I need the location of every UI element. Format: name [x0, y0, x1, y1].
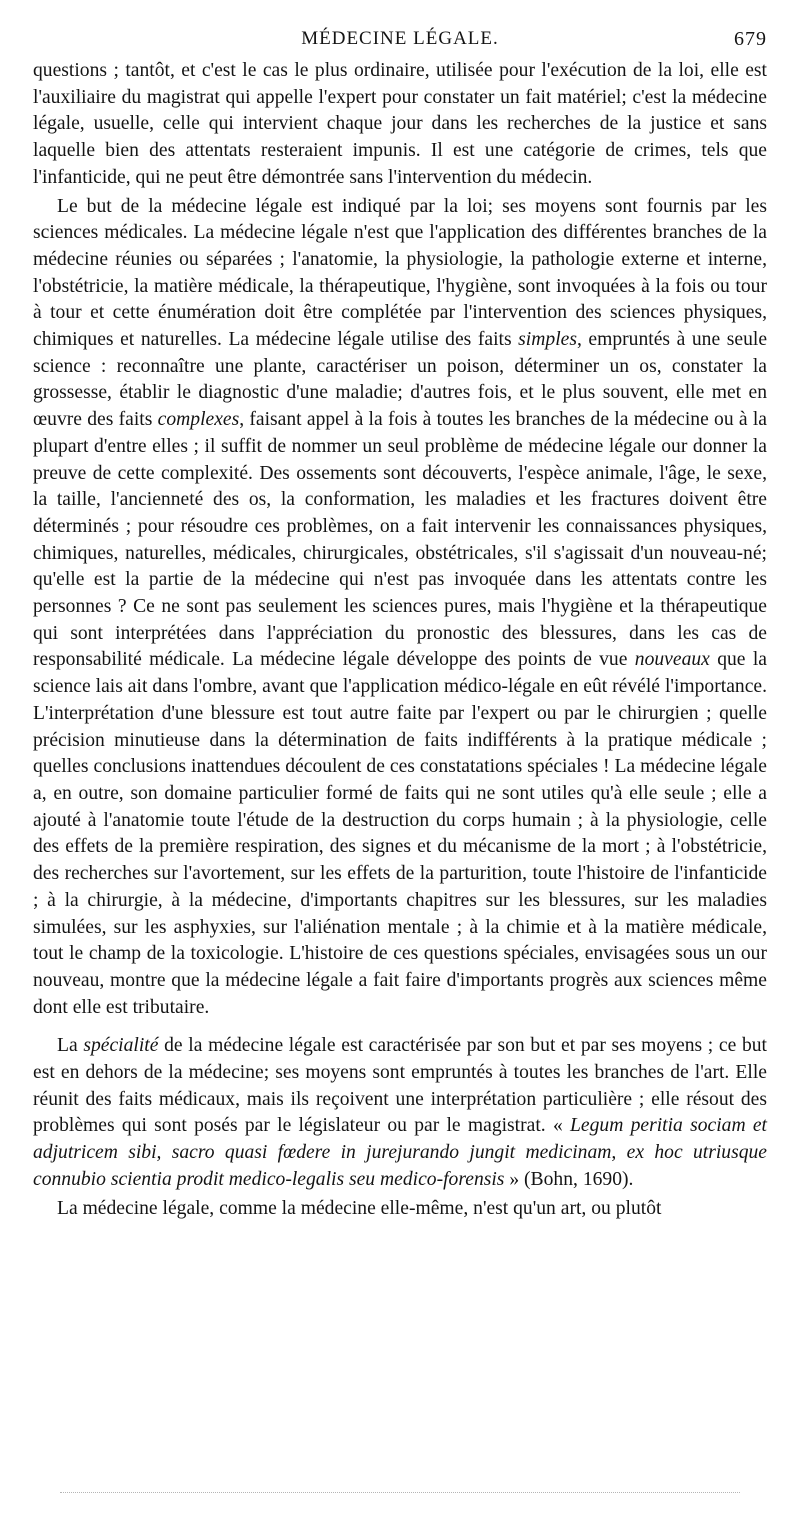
paragraph-purpose-and-means — [33, 194, 767, 1022]
running-title: MÉDECINE LÉGALE. — [301, 28, 499, 49]
body-text — [33, 58, 767, 1222]
text-segment: La médecine légale, comme la médecine elle-même, n'est qu'un art, ou plutôt — [57, 1197, 662, 1219]
paragraph-closing — [33, 1196, 767, 1223]
text-segment: Le but de la médecine légale est indiqué par la loi; ses moyens sont fournis par les sciences médicales. La médecine légale n'est que l'application des différentes branches de la médecine réunies ou séparées ; l'anatomie, la physiologie, la pathologie externe et interne, l'obstétricie, la matière médicale, la thérapeutique, l'hygiène, sont invoquées à la fois ou tour à tour et cette énumération doit être complétée par l'intervention des sciences physiques, chimiques et naturelles. La médecine légale utilise des faits — [33, 195, 767, 351]
book-page — [33, 28, 767, 1222]
text-segment: de la médecine légale est caractérisée par son but et par ses moyens ; ce but est en dehors de la médecine; ses moyens sont empruntés à toutes les branches de l'art. Elle réunit des faits médicaux, mais ils reçoivent une interprétation particulière ; elle résout des problèmes qui sont posés par le législateur ou par le magistrat. « — [33, 1035, 767, 1137]
italic-term-nouveaux: nouveaux — [634, 649, 710, 671]
paragraph-specialite — [33, 1033, 767, 1193]
italic-term-simples: simples — [518, 329, 577, 351]
latin-quotation: Legum peritia sociam et adjutricem sibi, sacro quasi fœdere in jurejurando jungit medicinam, ex hoc utriusque connubio scientia prodit medico-legalis seu medico-forensis — [33, 1115, 767, 1190]
italic-term-complexes: complexes — [157, 409, 240, 431]
text-segment: , faisant appel à la fois à toutes les branches de la médecine ou à la plupart d'entre elles ; il suffit de nommer un seul problème de médecine légale our donner la preuve de cette complexité. Des ossements sont découverts, l'espèce animale, l'âge, le sexe, la taille, l'ancienneté des os, la conformation, les maladies et les fractures doivent être déterminés ; pour résoudre ces problèmes, on a fait intervenir les connaissances physiques, chimiques, naturelles, médicales, chirurgicales, obstétricales, s'il s'agissait d'un nouveau-né; qu'elle est la partie de la médecine qui n'est pas invoquée dans les attentats contre les personnes ? Ce ne sont pas seulement les sciences pures, mais l'hygiène et la thérapeutique qui sont interprétées dans l'appréciation du pronostic des blessures, dans les cas de responsabilité médicale. La médecine légale développe des points de vue — [33, 409, 768, 671]
text-segment: que la science lais ait dans l'ombre, avant que l'application médico-légale en eût révélé l'importance. L'interprétation d'une blessure est tout autre faite par l'expert ou par le chirurgien ; quelle précision minutieuse dans la détermination de faits indifférents à la pratique médicale ; quelles conclusions inattendues découlent de ces constatations spéciales ! La médecine légale a, en outre, son domaine particulier formé de faits qui ne sont utiles qu'à elle seule ; elle a ajouté à l'anatomie toute l'étude de la destruction du corps humain ; à la physiologie, celle des effets de la première respiration, des signes et du mécanisme de la mort ; à l'obstétricie, des recherches sur l'avortement, sur les effets de la parturition, toute l'histoire de l'infanticide ; à la chirurgie, à la médecine, d'importants chapitres sur les blessures, sur les maladies simulées, sur les asphyxies, sur l'aliénation mentale ; à la chimie et à la matière médicale, tout le champ de la toxicologie. L'histoire de ces questions spéciales, envisagées sous un our nouveau, montre que la médecine légale a fait faire d'importants progrès aux sciences même dont elle est tributaire. — [33, 649, 767, 1018]
bottom-bleed-through — [60, 1492, 740, 1494]
paragraph-continuation — [33, 58, 767, 192]
text-segment: , empruntés à une seule science : reconnaître une plante, caractériser un poison, déterminer un os, constater la grossesse, établir le diagnostic d'une maladie; d'autres fois, et le plus souvent, elle met en œuvre des faits — [33, 329, 768, 431]
italic-term-specialite: spécialité — [83, 1035, 159, 1057]
text-segment: La — [57, 1035, 84, 1057]
page-number: 679 — [734, 28, 767, 50]
text-segment: » (Bohn, 1690). — [504, 1168, 634, 1190]
running-head — [33, 28, 767, 58]
text-segment: questions ; tantôt, et c'est le cas le plus ordinaire, utilisée pour l'exécution de la loi, elle est l'auxiliaire du magistrat qui appelle l'expert pour constater un fait matériel; c'est la médecine légale, usuelle, celle qui intervient chaque jour dans les recherches de la justice et sans laquelle bien des attentats resteraient impunis. Il est une catégorie de crimes, tels que l'infanticide, qui ne peut être démontrée sans l'intervention du médecin. — [33, 60, 767, 188]
